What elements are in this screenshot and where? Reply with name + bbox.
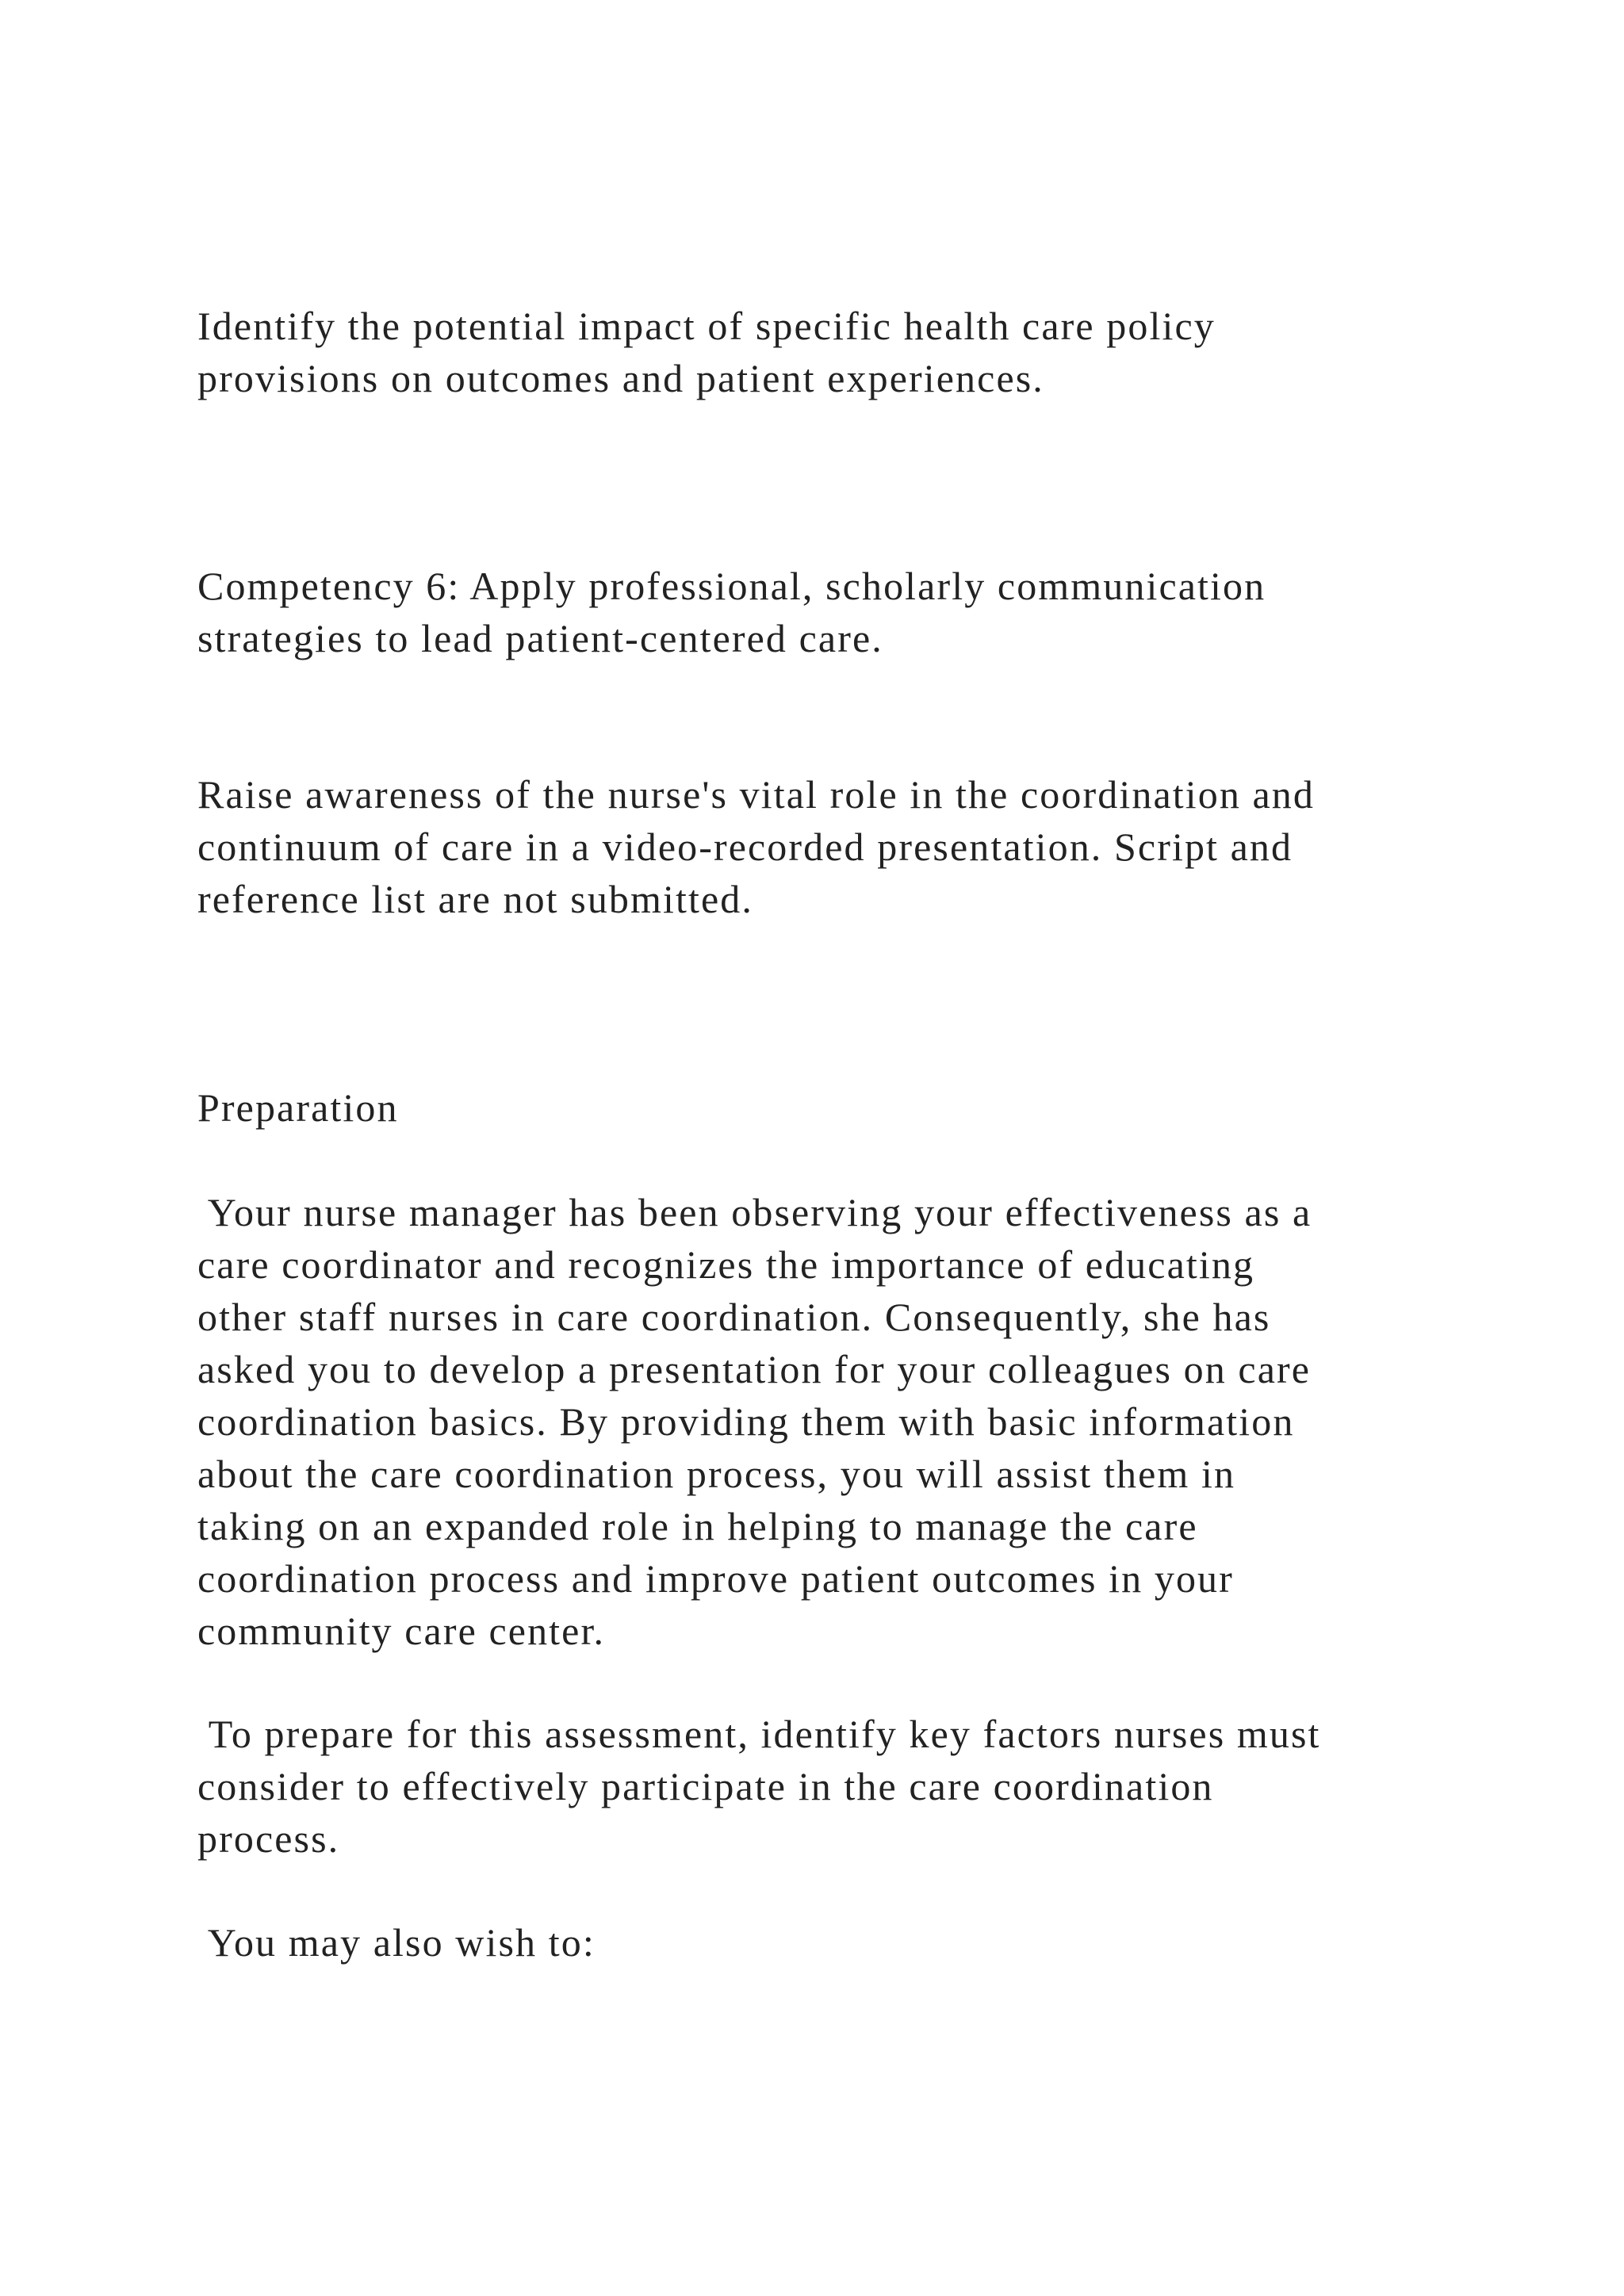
text-line: reference list are not submitted. bbox=[197, 877, 753, 921]
text-line: Identify the potential impact of specific health care policy bbox=[197, 304, 1216, 348]
text-line: To prepare for this assessment, identify key factors nurses must bbox=[197, 1712, 1321, 1756]
text-line: about the care coordination process, you will assist them in bbox=[197, 1452, 1236, 1496]
text-line: strategies to lead patient-centered care. bbox=[197, 616, 883, 660]
text-line: coordination basics. By providing them with basic information bbox=[197, 1399, 1295, 1444]
text-line: coordination process and improve patient outcomes in your bbox=[197, 1556, 1234, 1601]
section-heading: Preparation bbox=[197, 1085, 399, 1130]
text-line: Your nurse manager has been observing your effectiveness as a bbox=[197, 1190, 1312, 1234]
text-line: continuum of care in a video-recorded presentation. Script and bbox=[197, 825, 1293, 869]
text-line: care coordinator and recognizes the importance of educating bbox=[197, 1242, 1255, 1287]
text-line: other staff nurses in care coordination. Consequently, she has bbox=[197, 1295, 1271, 1339]
text-line: community care center. bbox=[197, 1609, 606, 1653]
text-line: process. bbox=[197, 1816, 340, 1861]
text-line: asked you to develop a presentation for your colleagues on care bbox=[197, 1347, 1312, 1391]
text-line: Competency 6: Apply professional, scholarly communication bbox=[197, 564, 1266, 608]
text-line: Raise awareness of the nurse's vital role in the coordination and bbox=[197, 772, 1316, 817]
text-line: consider to effectively participate in the care coordination bbox=[197, 1764, 1214, 1808]
text-line: taking on an expanded role in helping to manage the care bbox=[197, 1504, 1198, 1548]
text-line: You may also wish to: bbox=[197, 1920, 596, 1965]
text-line: provisions on outcomes and patient experiences. bbox=[197, 356, 1044, 400]
